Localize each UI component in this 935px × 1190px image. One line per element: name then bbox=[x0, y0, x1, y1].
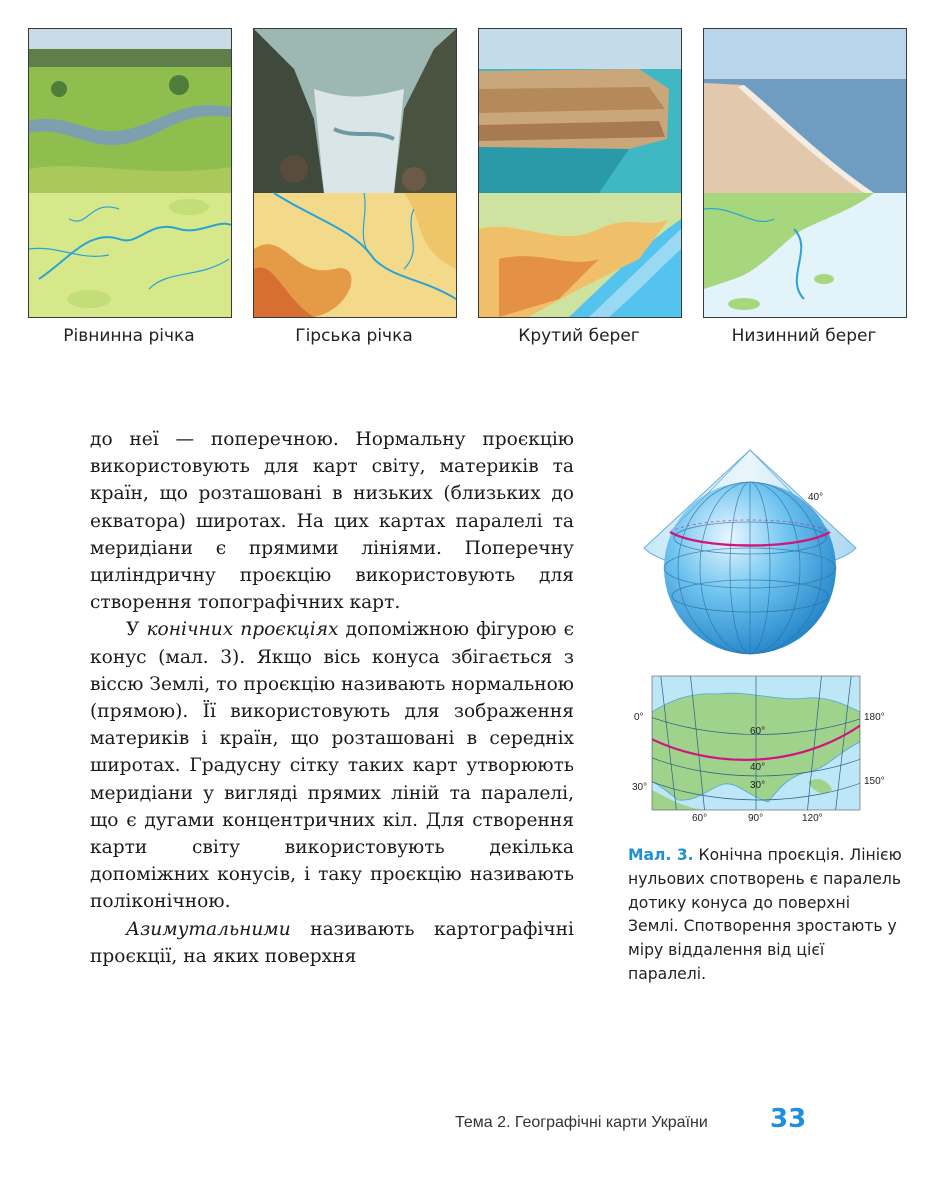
map-label-lon120: 120° bbox=[802, 813, 823, 824]
globe-cone-figure bbox=[640, 446, 872, 664]
caption-plain-river: Рівнинна річка bbox=[63, 326, 195, 346]
figure-steep-shore bbox=[478, 28, 682, 318]
map-label-lat30: 30° bbox=[750, 780, 766, 791]
paragraph-1: до неї — поперечною. Нормальну проєкцію використовують для карт світу, материків та країн, що розташовані в низьких (близьких до екватора) широтах. На цих картах паралелі та меридіани є прямими лініями. Поперечну циліндричну проєкцію використовують для створення топографічних карт. bbox=[90, 429, 574, 614]
conic-projection-map bbox=[628, 672, 892, 824]
map-label-lat40: 40° bbox=[750, 762, 766, 773]
figure-low-shore bbox=[703, 28, 907, 318]
map-label-lon180: 180° bbox=[864, 712, 885, 723]
page-number: 33 bbox=[770, 1104, 807, 1134]
steep-shore-photo bbox=[479, 29, 681, 193]
figure-caption bbox=[628, 844, 904, 987]
plain-river-photo bbox=[29, 29, 231, 193]
paragraph-3 bbox=[90, 916, 574, 970]
plain-river-map bbox=[29, 193, 231, 317]
body-text bbox=[90, 426, 574, 970]
paragraph-2-text: допоміжною фігурою є конус (мал. 3). Якщо вісь конуса збігається з віссю Землі, то проєкцію називають нормальною (прямою). Її використовують для зображення материків і країн, що розташовані в середніх широтах. Градусну сітку таких карт утворюють меридіани у вигляді прямих ліній та паралелі, що є дугами концентричних кіл. Для створення карти світу використовують декілька допоміжних конусів, і таку проєкцію називають поліконічною. bbox=[90, 619, 574, 913]
term-azimuthal: Азимутальними bbox=[126, 918, 291, 940]
map-label-lat60: 60° bbox=[750, 726, 766, 737]
figure-caption-label: Мал. 3. bbox=[628, 846, 694, 864]
low-shore-map bbox=[704, 193, 906, 317]
mountain-river-photo bbox=[254, 29, 456, 193]
map-label-lon90: 90° bbox=[748, 813, 764, 824]
map-label-lon60: 60° bbox=[692, 813, 708, 824]
paragraph-2 bbox=[90, 616, 574, 915]
globe-lat-label: 40° bbox=[808, 492, 824, 503]
paragraph-3-text: називають картографічні проєкції, на яких поверхня bbox=[90, 918, 574, 967]
term-conic-projections: конічних проєкціях bbox=[146, 619, 339, 641]
caption-mountain-river: Гірська річка bbox=[295, 326, 413, 346]
steep-shore-map bbox=[479, 193, 681, 317]
map-label-lon150: 150° bbox=[864, 776, 885, 787]
figure-plain-river bbox=[28, 28, 232, 318]
caption-low-shore: Низинний берег bbox=[731, 326, 877, 346]
map-label-lon0: 0° bbox=[634, 712, 644, 723]
caption-steep-shore: Крутий берег bbox=[518, 326, 640, 346]
mountain-river-map bbox=[254, 193, 456, 317]
low-shore-photo bbox=[704, 29, 906, 193]
footer-topic: Тема 2. Географічні карти України bbox=[455, 1114, 708, 1131]
figure-caption-text: Конічна проєкція. Лінією нульових спотворень є паралель дотику конуса до поверхні Землі. Спотворення зростають у міру віддалення від цієї паралелі. bbox=[628, 846, 902, 983]
paragraph-2-lead: У bbox=[126, 619, 147, 641]
figure-mountain-river bbox=[253, 28, 457, 318]
map-label-lat30-left: 30° bbox=[632, 782, 648, 793]
